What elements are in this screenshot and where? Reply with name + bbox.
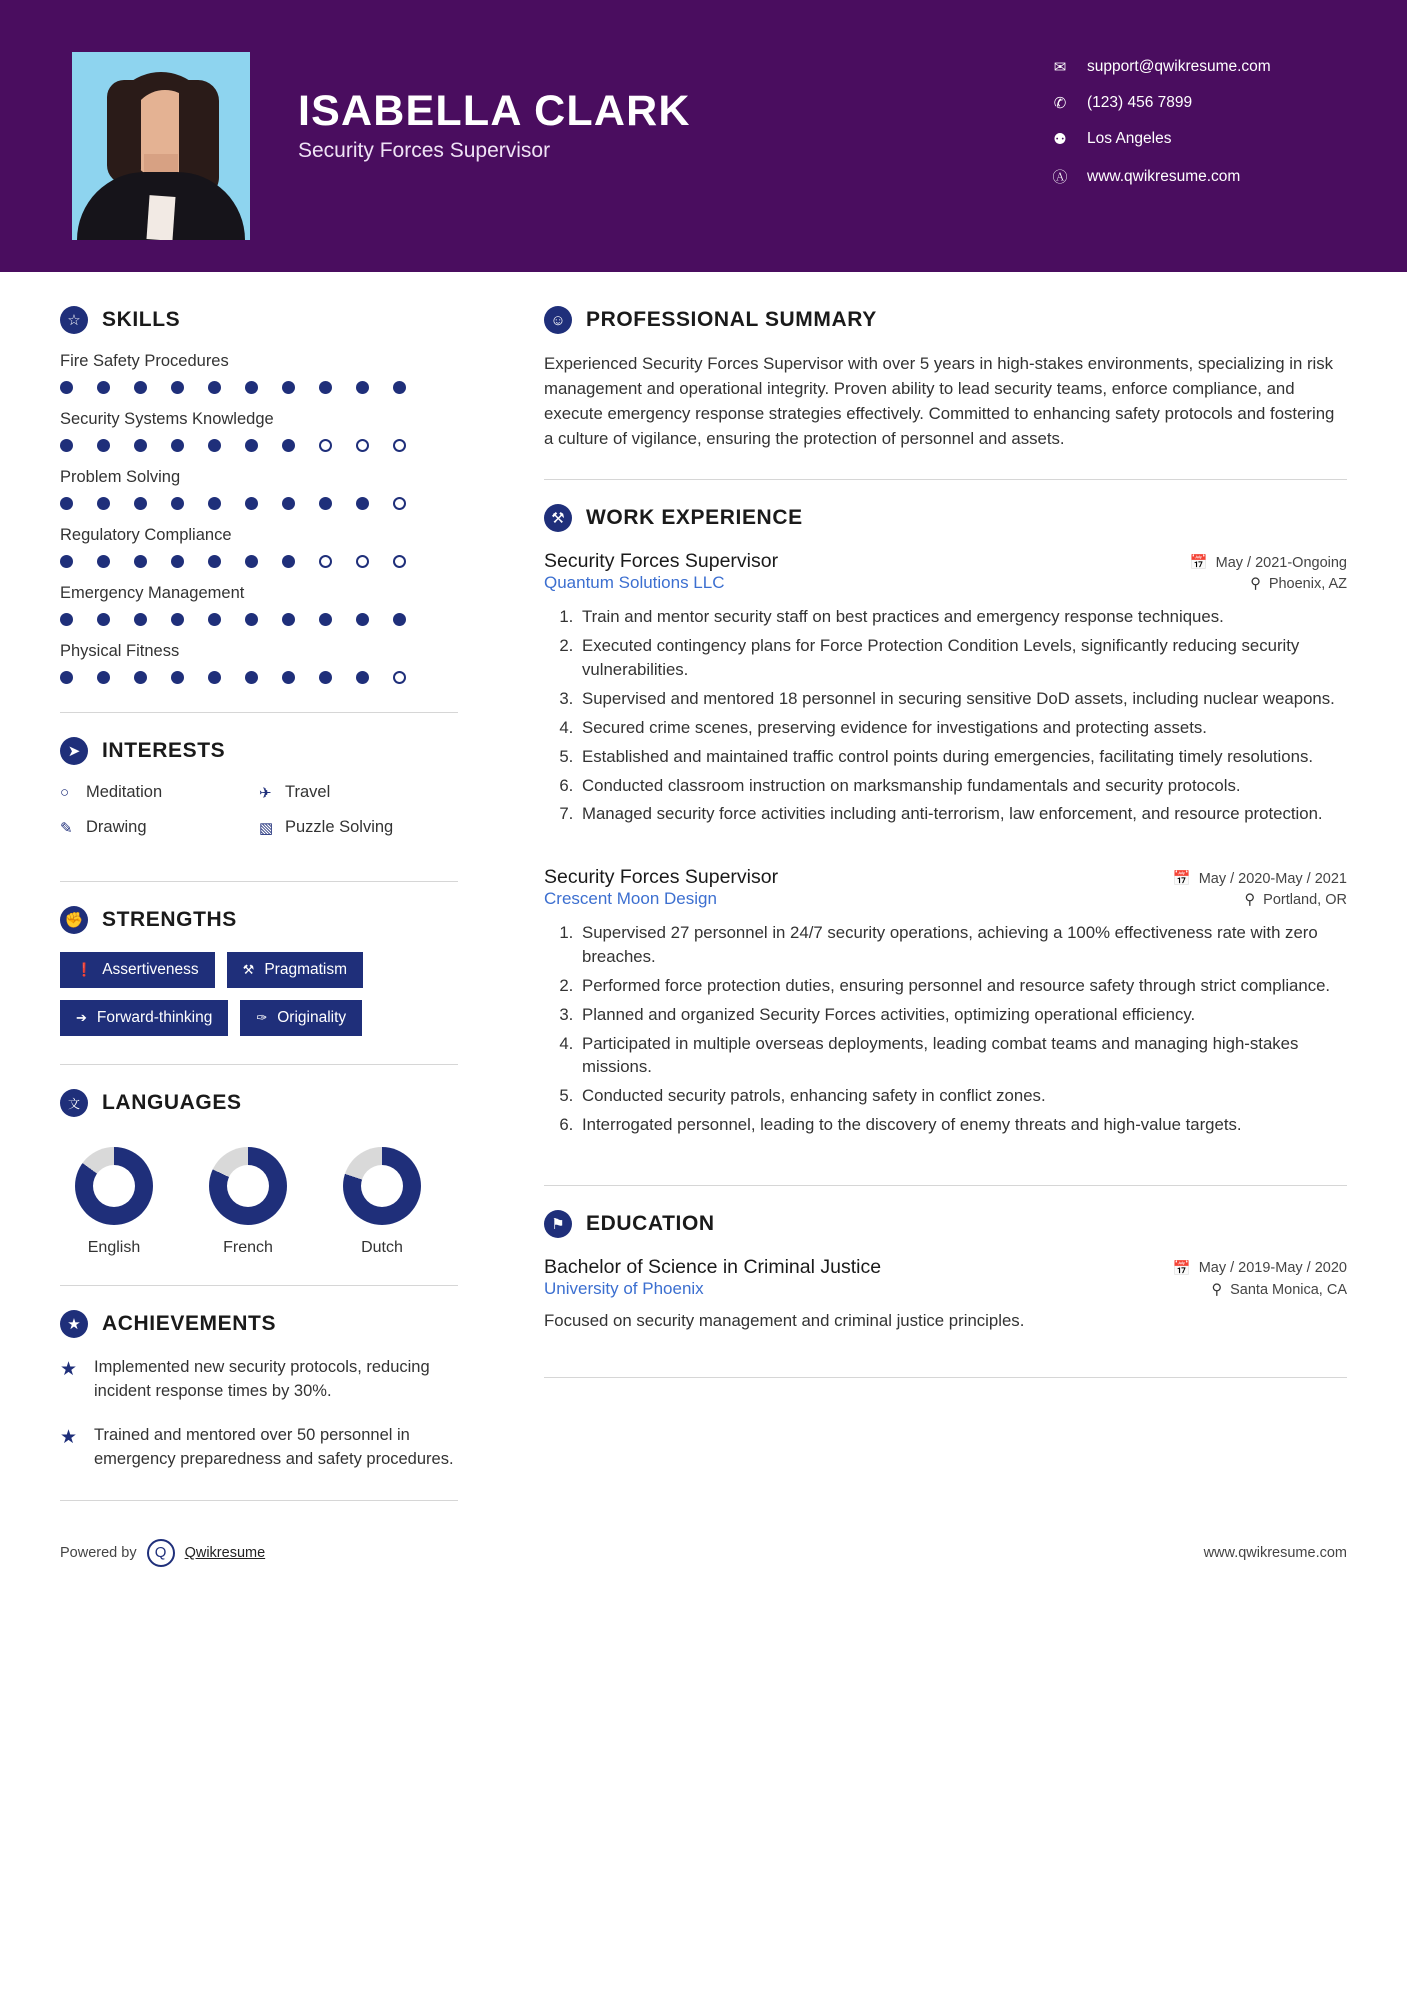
contact-location-value: Los Angeles [1087, 130, 1172, 147]
rating-dot [356, 671, 369, 684]
list-item: ★ Trained and mentored over 50 personnel in emergency preparedness and safety procedures. [60, 1424, 458, 1472]
rating-dot [319, 671, 332, 684]
contact-email[interactable] [1047, 58, 1347, 76]
section-title-skills: SKILLS [102, 308, 181, 331]
divider [544, 479, 1347, 480]
rating-dot [171, 381, 184, 394]
section-header-strengths [60, 906, 458, 934]
rating-dot [97, 439, 110, 452]
skill-rating [60, 555, 458, 568]
rating-dot [97, 497, 110, 510]
rating-dot [97, 555, 110, 568]
email-icon: ✉ [1053, 59, 1067, 76]
skill-rating [60, 613, 458, 626]
rating-dot [356, 381, 369, 394]
divider [60, 1064, 458, 1065]
divider [544, 1377, 1347, 1378]
rating-dot [393, 671, 406, 684]
section-title-strengths: STRENGTHS [102, 908, 237, 931]
briefcase-icon: ⚒ [544, 504, 572, 532]
main-content [500, 272, 1347, 1525]
experience-bullets: 1. Supervised 27 personnel in 24/7 security operations, achieving a 100% effectiveness rate with zero breaches. 2. Performed force protection duties, ensuring personnel and resource safety through strict compliance. 3. Planned and organized Security Forces activities, optimizing operational efficiency. 4. Participated in multiple overseas deployments, leading combat teams and managing high-stakes missions. 5. Conducted security patrols, enhancing safety in conflict zones. 6. Interrogated personnel, leading to the discovery of enemy threats and high-value targets. [544, 921, 1347, 1137]
education-date: 📅 May / 2019-May / 2020 [1172, 1260, 1347, 1277]
rating-dot [282, 555, 295, 568]
footer [0, 1525, 1407, 1567]
resume-header [0, 0, 1407, 272]
contact-email-value: support@qwikresume.com [1087, 58, 1271, 75]
company-name[interactable]: Crescent Moon Design [544, 889, 717, 909]
strengths-list [60, 952, 458, 1036]
rating-dot [245, 555, 258, 568]
languages-list [60, 1135, 458, 1257]
language-donut [75, 1147, 153, 1225]
rating-dot [134, 613, 147, 626]
contact-location [1047, 130, 1347, 148]
rating-dot [208, 555, 221, 568]
location-icon: ⚉ [1053, 131, 1067, 148]
rating-dot [245, 381, 258, 394]
translate-icon: 文 [60, 1089, 88, 1117]
divider [60, 1285, 458, 1286]
rating-dot [208, 671, 221, 684]
divider [544, 1185, 1347, 1186]
skill-rating [60, 381, 458, 394]
company-name[interactable]: Quantum Solutions LLC [544, 573, 725, 593]
contact-phone[interactable] [1047, 94, 1347, 112]
summary-text: Experienced Security Forces Supervisor with over 5 years in high-stakes environments, specializing in risk management and operational integrity. Proven ability to lead security teams, enforce compliance, and execute emergency response strategies effectively. Committed to enhancing safety protocols and fostering a culture of vigilance, ensuring the protection of personnel and assets. [544, 354, 1335, 448]
rating-dot [319, 613, 332, 626]
rating-dot [171, 497, 184, 510]
user-icon: ☺ [544, 306, 572, 334]
interests-list [60, 783, 458, 853]
rating-dot [134, 439, 147, 452]
rating-dot [282, 671, 295, 684]
strength-badge: ➔ Forward-thinking [60, 1000, 228, 1036]
exclamation-icon: ❗ [76, 962, 93, 977]
rating-dot [60, 671, 73, 684]
rating-dot [97, 613, 110, 626]
sidebar [60, 272, 500, 1525]
fist-icon: ✊ [60, 906, 88, 934]
calendar-icon: 📅 [1189, 555, 1208, 572]
contact-phone-value: (123) 456 7899 [1087, 94, 1193, 111]
skill-rating [60, 439, 458, 452]
rating-dot [282, 439, 295, 452]
contact-list [1047, 52, 1347, 240]
website-icon: Ⓐ [1052, 169, 1068, 186]
list-item: ✈ Travel [259, 783, 331, 802]
star-badge-icon: ★ [60, 1310, 88, 1338]
rating-dot [134, 555, 147, 568]
rating-dot [171, 613, 184, 626]
avatar [72, 52, 250, 240]
rating-dot [245, 497, 258, 510]
section-header-education [544, 1210, 1347, 1238]
language-item: Dutch [334, 1147, 430, 1257]
graduation-icon: ⚑ [544, 1210, 572, 1238]
pin-icon: ⚲ [1211, 1281, 1223, 1298]
rating-dot [208, 439, 221, 452]
skill-rating [60, 671, 458, 684]
star-flag-icon: ★ [60, 1359, 78, 1380]
experience-location: ⚲ Phoenix, AZ [1250, 576, 1347, 593]
rating-dot [134, 671, 147, 684]
identity-block [72, 52, 691, 240]
divider [60, 712, 458, 713]
rating-dot [60, 439, 73, 452]
experience-entry: Security Forces Supervisor 📅 May / 2020-May / 2021 Crescent Moon Design ⚲ Portland, OR 1. Supervised 27 personnel in 24/7 security operations, achieving a 100% effectiveness rate with zero breaches. 2. Performed force protection duties, ensuring personnel and resource safety through strict compliance. 3. Planned and organized Security Forces activities, optimizing operational efficiency. 4. Participated in multiple overseas deployments, leading combat teams and managing high-stakes missions. 5. Conducted security patrols, enhancing safety in conflict zones. 6. Interrogated personnel, leading to the discovery of enemy threats and high-value targets. [544, 866, 1347, 1137]
rating-dot [208, 613, 221, 626]
powered-by: Powered by Q Qwikresume [60, 1539, 265, 1567]
strength-badge: ⚒ Pragmatism [227, 952, 363, 988]
skill-item: Security Systems Knowledge [60, 410, 458, 452]
contact-website-value: www.qwikresume.com [1087, 167, 1241, 185]
education-location: ⚲ Santa Monica, CA [1211, 1281, 1347, 1298]
skill-item: Physical Fitness [60, 642, 458, 684]
list-item: ★ Implemented new security protocols, reducing incident response times by 30%. [60, 1356, 458, 1404]
paper-plane-icon: ➤ [60, 737, 88, 765]
section-title-summary: PROFESSIONAL SUMMARY [586, 308, 877, 331]
lightbulb-icon: ☆ [60, 306, 88, 334]
rating-dot [319, 497, 332, 510]
section-title-languages: LANGUAGES [102, 1091, 242, 1114]
rating-dot [60, 497, 73, 510]
rating-dot [282, 497, 295, 510]
pin-icon: ⚲ [1250, 576, 1261, 593]
section-header-experience [544, 504, 1347, 532]
section-header-interests [60, 737, 458, 765]
contact-website[interactable] [1047, 166, 1347, 187]
rating-dot [319, 555, 332, 568]
skill-item: Fire Safety Procedures [60, 352, 458, 394]
page-title: ISABELLA CLARK [298, 87, 691, 135]
skill-item: Emergency Management [60, 584, 458, 626]
section-title-achievements: ACHIEVEMENTS [102, 1312, 277, 1335]
divider [60, 881, 458, 882]
circle-icon: ○ [60, 784, 70, 801]
calendar-icon: 📅 [1172, 1260, 1191, 1277]
pen-icon: ✑ [256, 1010, 268, 1025]
wrench-icon: ⚒ [242, 962, 255, 977]
airplane-icon: ✈ [259, 784, 272, 802]
strength-badge: ❗ Assertiveness [60, 952, 215, 988]
experience-date: 📅 May / 2021-Ongoing [1189, 554, 1347, 572]
degree-name: Bachelor of Science in Criminal Justice [544, 1255, 882, 1278]
strength-badge: ✑ Originality [240, 1000, 362, 1036]
rating-dot [208, 497, 221, 510]
language-donut [343, 1147, 421, 1225]
rating-dot [60, 613, 73, 626]
rating-dot [282, 613, 295, 626]
rating-dot [393, 613, 406, 626]
language-item: French [200, 1147, 296, 1257]
rating-dot [356, 555, 369, 568]
skill-item: Problem Solving [60, 468, 458, 510]
rating-dot [319, 381, 332, 394]
rating-dot [393, 439, 406, 452]
rating-dot [60, 381, 73, 394]
star-flag-icon: ★ [60, 1426, 78, 1448]
rating-dot [393, 497, 406, 510]
section-title-experience: WORK EXPERIENCE [586, 506, 803, 530]
rating-dot [282, 381, 295, 394]
section-header-languages [60, 1089, 458, 1117]
rating-dot [97, 671, 110, 684]
section-header-skills [60, 306, 458, 334]
language-item: English [66, 1147, 162, 1257]
rating-dot [393, 381, 406, 394]
achievements-list [60, 1356, 458, 1472]
arrow-right-icon: ➔ [76, 1010, 87, 1025]
rating-dot [245, 671, 258, 684]
skill-rating [60, 497, 458, 510]
rating-dot [171, 555, 184, 568]
experience-bullets: 1. Train and mentor security staff on best practices and emergency response techniques. 2. Executed contingency plans for Force Protection Condition Levels, significantly reducing security vulnerabilities. 3. Supervised and mentored 18 personnel in securing sensitive DoD assets, including nuclear weapons. 4. Secured crime scenes, preserving evidence for investigations and protecting assets. 5. Established and maintained traffic control points during emergencies, facilitating timely resolutions. 6. Conducted classroom instruction on marksmanship fundamentals and security protocols. 7. Managed security force activities including anti-terrorism, law enforcement, and resource protection. [544, 605, 1347, 826]
experience-entry: Security Forces Supervisor 📅 May / 2021-Ongoing Quantum Solutions LLC ⚲ Phoenix, AZ 1. Train and mentor security staff on best practices and emergency response techniques. 2. Executed contingency plans for Force Protection Condition Levels, significantly reducing security vulnerabilities. 3. Supervised and mentored 18 personnel in securing sensitive DoD assets, including nuclear weapons. 4. Secured crime scenes, preserving evidence for investigations and protecting assets. 5. Established and maintained traffic control points during emergencies, facilitating timely resolutions. 6. Conducted classroom instruction on marksmanship fundamentals and security protocols. 7. Managed security force activities including anti-terrorism, law enforcement, and resource protection. [544, 550, 1347, 826]
rating-dot [208, 381, 221, 394]
brand-link[interactable]: Qwikresume [184, 1544, 266, 1561]
rating-dot [356, 497, 369, 510]
calendar-icon: 📅 [1172, 871, 1191, 888]
rating-dot [245, 439, 258, 452]
footer-website[interactable]: www.qwikresume.com [1203, 1544, 1347, 1561]
rating-dot [134, 381, 147, 394]
education-entry [544, 1256, 1347, 1331]
rating-dot [171, 671, 184, 684]
rating-dot [356, 613, 369, 626]
puzzle-icon: ▧ [259, 819, 274, 837]
pin-icon: ⚲ [1244, 892, 1256, 909]
list-item: ○ Meditation [60, 783, 163, 801]
section-header-achievements [60, 1310, 458, 1338]
header-job-title: Security Forces Supervisor [298, 139, 551, 163]
experience-location: ⚲ Portland, OR [1244, 892, 1347, 909]
list-item: ▧ Puzzle Solving [259, 818, 394, 837]
skills-list [60, 352, 458, 684]
qwikresume-logo-icon: Q [147, 1539, 175, 1567]
rating-dot [393, 555, 406, 568]
section-header-summary [544, 306, 1347, 334]
list-item: ✎ Drawing [60, 818, 147, 837]
rating-dot [319, 439, 332, 452]
section-title-education: EDUCATION [586, 1211, 715, 1235]
divider [60, 1500, 458, 1501]
education-description: Focused on security management and criminal justice principles. [544, 1310, 1025, 1330]
section-title-interests: INTERESTS [102, 739, 226, 762]
experience-date: 📅 May / 2020-May / 2021 [1172, 870, 1347, 888]
rating-dot [245, 613, 258, 626]
language-donut [209, 1147, 287, 1225]
school-name[interactable]: University of Phoenix [544, 1278, 704, 1298]
rating-dot [60, 555, 73, 568]
pencil-icon: ✎ [60, 819, 73, 837]
rating-dot [356, 439, 369, 452]
rating-dot [171, 439, 184, 452]
rating-dot [134, 497, 147, 510]
phone-icon: ✆ [1053, 95, 1067, 112]
skill-item: Regulatory Compliance [60, 526, 458, 568]
rating-dot [97, 381, 110, 394]
